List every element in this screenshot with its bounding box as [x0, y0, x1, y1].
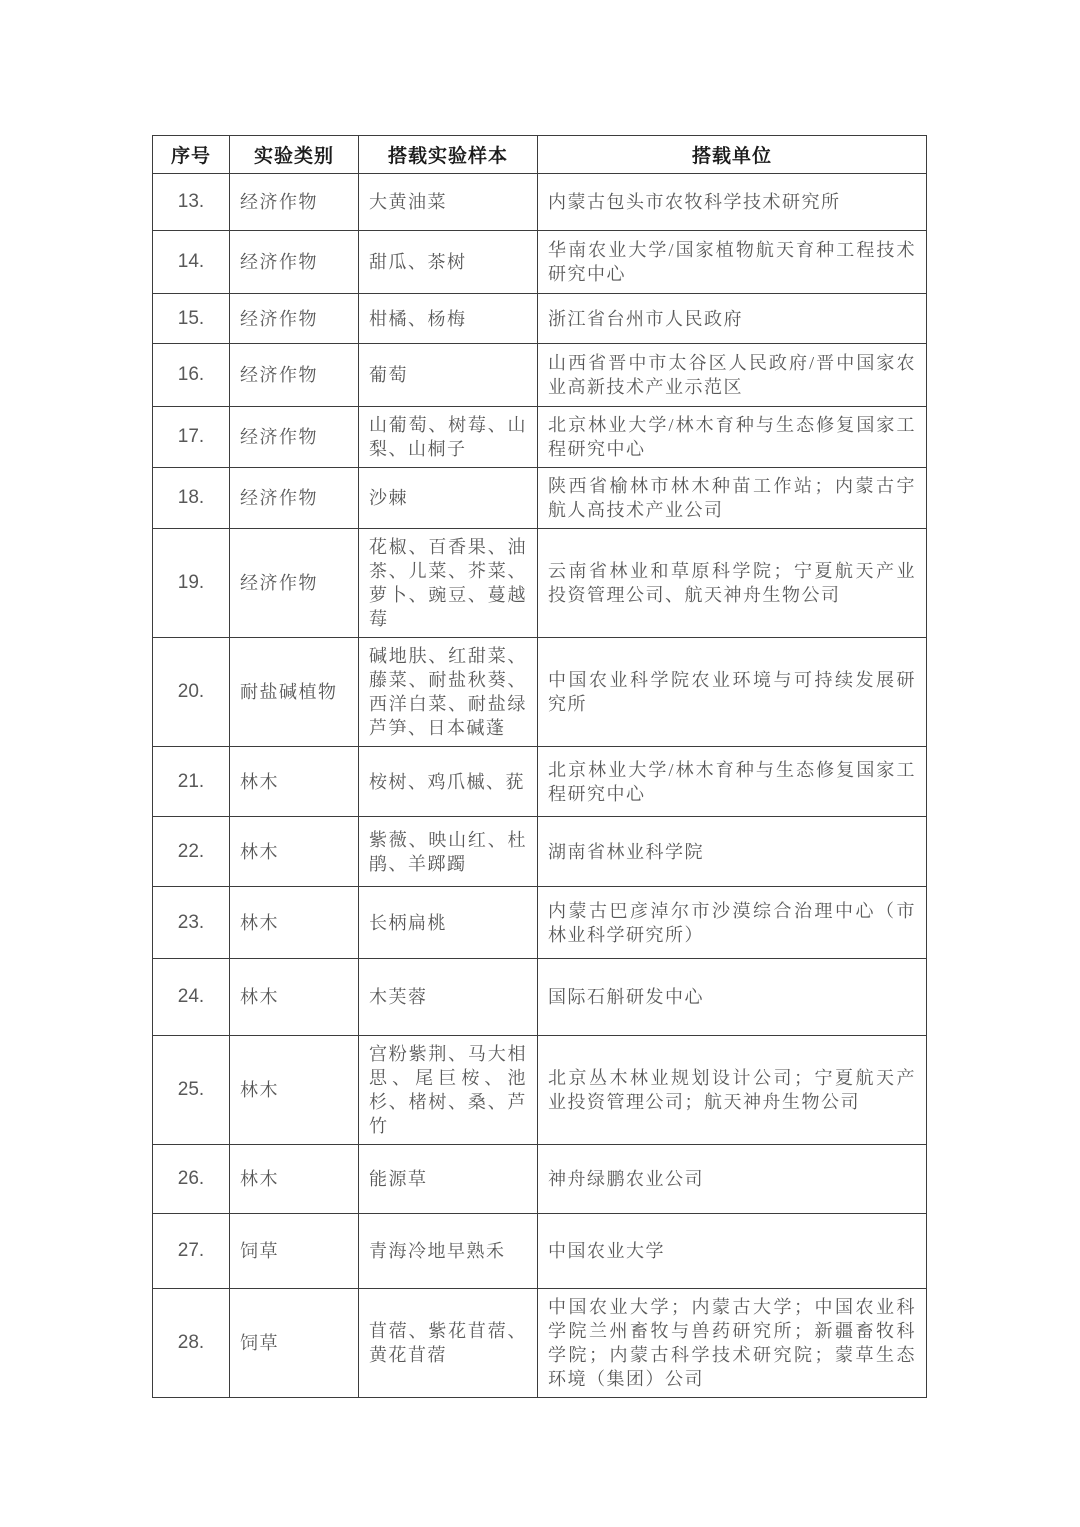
cell-experiment-category: 饲草 — [230, 1214, 359, 1289]
table-row — [153, 887, 927, 959]
table-row — [153, 638, 927, 747]
cell-experiment-category: 林木 — [230, 1145, 359, 1214]
column-header-payload-units: 搭载单位 — [538, 136, 927, 174]
cell-serial-number: 14. — [153, 231, 230, 294]
table-row — [153, 344, 927, 407]
table-row — [153, 1036, 927, 1145]
payload-experiment-table — [152, 135, 927, 1398]
cell-payload-samples: 木芙蓉 — [359, 959, 538, 1036]
cell-payload-units: 北京林业大学/林木育种与生态修复国家工程研究中心 — [538, 407, 927, 468]
cell-serial-number: 20. — [153, 638, 230, 747]
cell-payload-samples: 甜瓜、茶树 — [359, 231, 538, 294]
cell-experiment-category: 林木 — [230, 817, 359, 887]
cell-payload-units: 国际石斛研发中心 — [538, 959, 927, 1036]
cell-payload-samples: 碱地肤、红甜菜、藤菜、耐盐秋葵、西洋白菜、耐盐绿芦笋、日本碱蓬 — [359, 638, 538, 747]
cell-payload-units: 神舟绿鹏农业公司 — [538, 1145, 927, 1214]
cell-experiment-category: 经济作物 — [230, 174, 359, 231]
cell-payload-units: 北京丛木林业规划设计公司；宁夏航天产业投资管理公司；航天神舟生物公司 — [538, 1036, 927, 1145]
cell-experiment-category: 林木 — [230, 747, 359, 817]
cell-serial-number: 16. — [153, 344, 230, 407]
table-row — [153, 174, 927, 231]
cell-payload-samples: 山葡萄、树莓、山梨、山桐子 — [359, 407, 538, 468]
cell-serial-number: 24. — [153, 959, 230, 1036]
cell-experiment-category: 经济作物 — [230, 231, 359, 294]
table-row — [153, 231, 927, 294]
column-header-serial-number: 序号 — [153, 136, 230, 174]
cell-serial-number: 13. — [153, 174, 230, 231]
cell-experiment-category: 林木 — [230, 1036, 359, 1145]
cell-serial-number: 25. — [153, 1036, 230, 1145]
cell-payload-samples: 苜蓿、紫花苜蓿、黄花苜蓿 — [359, 1289, 538, 1398]
cell-payload-samples: 紫薇、映山红、杜鹃、羊踯躅 — [359, 817, 538, 887]
table-row — [153, 1289, 927, 1398]
cell-payload-units: 陕西省榆林市林木种苗工作站；内蒙古宇航人高技术产业公司 — [538, 468, 927, 529]
table-row — [153, 959, 927, 1036]
cell-serial-number: 27. — [153, 1214, 230, 1289]
cell-payload-samples: 宫粉紫荆、马大相思、尾巨桉、池杉、楮树、桑、芦竹 — [359, 1036, 538, 1145]
table-header — [153, 136, 927, 174]
cell-payload-samples: 柑橘、杨梅 — [359, 294, 538, 344]
table-row — [153, 817, 927, 887]
table-row — [153, 468, 927, 529]
cell-experiment-category: 林木 — [230, 959, 359, 1036]
cell-experiment-category: 饲草 — [230, 1289, 359, 1398]
cell-payload-units: 云南省林业和草原科学院；宁夏航天产业投资管理公司、航天神舟生物公司 — [538, 529, 927, 638]
table-row — [153, 294, 927, 344]
table-body — [153, 174, 927, 1398]
cell-payload-units: 湖南省林业科学院 — [538, 817, 927, 887]
cell-payload-samples: 大黄油菜 — [359, 174, 538, 231]
cell-payload-units: 北京林业大学/林木育种与生态修复国家工程研究中心 — [538, 747, 927, 817]
cell-payload-samples: 花椒、百香果、油茶、儿菜、芥菜、萝卜、豌豆、蔓越莓 — [359, 529, 538, 638]
cell-serial-number: 18. — [153, 468, 230, 529]
cell-serial-number: 22. — [153, 817, 230, 887]
cell-experiment-category: 经济作物 — [230, 468, 359, 529]
cell-serial-number: 21. — [153, 747, 230, 817]
cell-serial-number: 17. — [153, 407, 230, 468]
cell-payload-units: 华南农业大学/国家植物航天育种工程技术研究中心 — [538, 231, 927, 294]
cell-payload-samples: 沙棘 — [359, 468, 538, 529]
cell-experiment-category: 经济作物 — [230, 294, 359, 344]
cell-payload-units: 内蒙古巴彦淖尔市沙漠综合治理中心（市林业科学研究所） — [538, 887, 927, 959]
cell-payload-samples: 桉树、鸡爪槭、莸 — [359, 747, 538, 817]
cell-payload-units: 中国农业大学 — [538, 1214, 927, 1289]
cell-payload-units: 内蒙古包头市农牧科学技术研究所 — [538, 174, 927, 231]
cell-payload-samples: 能源草 — [359, 1145, 538, 1214]
table-row — [153, 747, 927, 817]
cell-serial-number: 15. — [153, 294, 230, 344]
cell-payload-samples: 长柄扁桃 — [359, 887, 538, 959]
cell-serial-number: 28. — [153, 1289, 230, 1398]
cell-serial-number: 23. — [153, 887, 230, 959]
cell-experiment-category: 耐盐碱植物 — [230, 638, 359, 747]
cell-experiment-category: 经济作物 — [230, 344, 359, 407]
column-header-payload-samples: 搭载实验样本 — [359, 136, 538, 174]
cell-payload-units: 中国农业科学院农业环境与可持续发展研究所 — [538, 638, 927, 747]
cell-experiment-category: 经济作物 — [230, 529, 359, 638]
table-row — [153, 1145, 927, 1214]
column-header-experiment-category: 实验类别 — [230, 136, 359, 174]
cell-experiment-category: 林木 — [230, 887, 359, 959]
table-row — [153, 529, 927, 638]
table-row — [153, 407, 927, 468]
cell-experiment-category: 经济作物 — [230, 407, 359, 468]
cell-payload-samples: 葡萄 — [359, 344, 538, 407]
cell-payload-samples: 青海冷地早熟禾 — [359, 1214, 538, 1289]
table-header-row — [153, 136, 927, 174]
cell-payload-units: 浙江省台州市人民政府 — [538, 294, 927, 344]
table-row — [153, 1214, 927, 1289]
cell-payload-units: 中国农业大学；内蒙古大学；中国农业科学院兰州畜牧与兽药研究所；新疆畜牧科学院；内蒙古科学技术研究院；蒙草生态环境（集团）公司 — [538, 1289, 927, 1398]
cell-serial-number: 19. — [153, 529, 230, 638]
cell-payload-units: 山西省晋中市太谷区人民政府/晋中国家农业高新技术产业示范区 — [538, 344, 927, 407]
cell-serial-number: 26. — [153, 1145, 230, 1214]
